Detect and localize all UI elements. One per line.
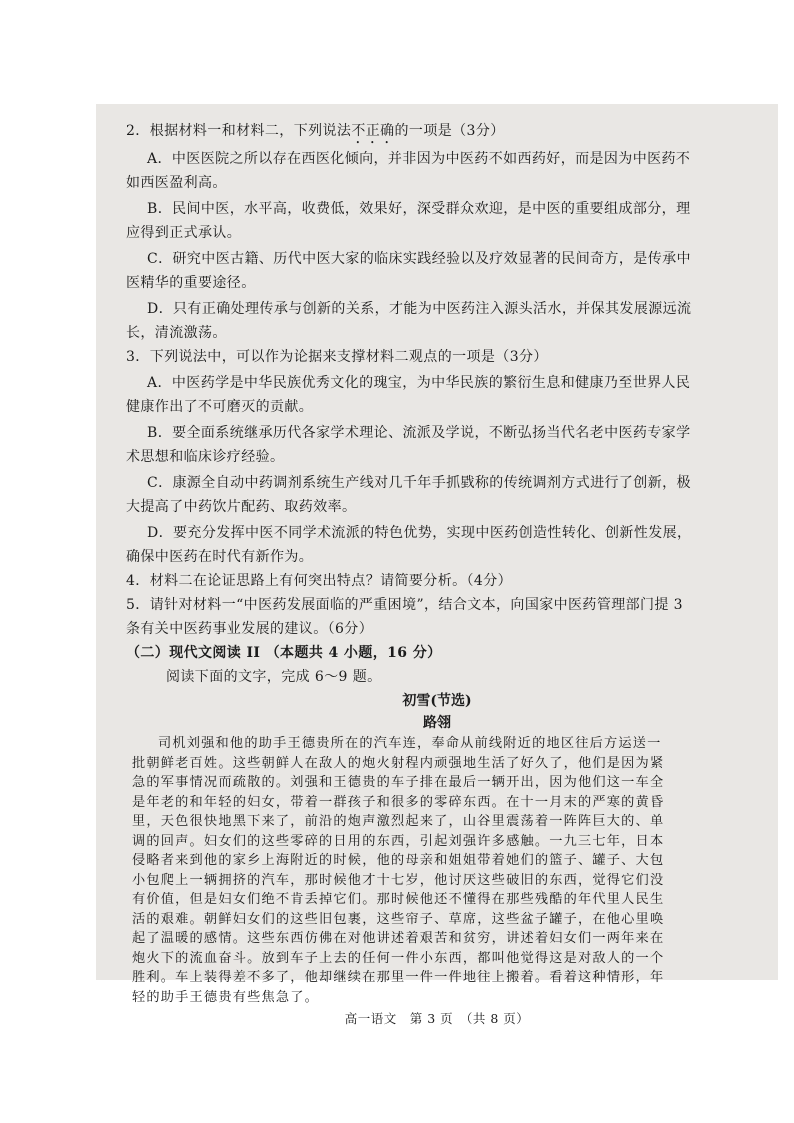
passage-line: 有价值，但是妇女们绝不肯丢掉它们。那时候他还不懂得在那些残酷的年代里人民生 xyxy=(132,892,665,907)
passage-line: 司机刘强和他的助手王德贵所在的汽车连，奉命从前线附近的地区往后方运送一 xyxy=(158,736,662,751)
passage-line: 里，天色很快地黑下来了，前沿的炮声激烈起来了，山谷里震荡着一阵阵巨大的、单 xyxy=(132,814,665,829)
passage-line: 炮火下的流血奋斗。放到车子上去的任何一件小东西，都叫他觉得这是对敌人的一个 xyxy=(132,950,665,966)
section-heading: （二）现代文阅读 II （本题共 4 小题，16 分） xyxy=(126,645,442,661)
q3-option-a-line1: A．中医药学是中华民族优秀文化的瑰宝，为中华民族的繁衍生息和健康乃至世界人民 xyxy=(147,375,691,391)
q3-option-a-line2: 健康作出了不可磨灭的贡献。 xyxy=(126,399,314,415)
q2-option-d-line2: 长，清流激荡。 xyxy=(126,325,227,341)
q2-option-a-line2: 如西医盈利高。 xyxy=(126,175,227,191)
question-4: 4．材料二在论证思路上有何突出特点？请简要分析。（4分） xyxy=(126,573,513,589)
passage-line: 是年老的和年轻的妇女，带着一群孩子和很多的零碎东西。在十一月末的严寒的黄昏 xyxy=(132,794,665,810)
reading-instruction: 阅读下面的文字，完成 6～9 题。 xyxy=(166,669,382,685)
q3-option-c-line2: 大提高了中药饮片配药、取药效率。 xyxy=(126,499,357,515)
passage-author: 路翎 xyxy=(423,715,451,731)
q3-option-d-line2: 确保中医药在时代有新作为。 xyxy=(126,549,314,565)
emphasis-not-correct: 不正确 xyxy=(351,123,395,139)
passage-line: 调的回声。妇女们的这些零碎的日用的东西，引起刘强许多感触。一九三七年，日本 xyxy=(132,833,665,849)
passage-line: 小包爬上一辆拥挤的汽车，那时候他才十七岁，他讨厌这些破旧的东西，觉得它们没 xyxy=(132,872,665,888)
q3-option-d-line1: D．要充分发挥中医不同学术流派的特色优势，实现中医药创造性转化、创新性发展， xyxy=(147,525,692,541)
q2-option-c-line2: 医精华的重要途径。 xyxy=(126,275,256,291)
passage-line: 轻的助手王德贵有些焦急了。 xyxy=(132,989,320,1005)
q2-option-a-line1: A．中医医院之所以存在西医化倾向，并非因为中医药不如西药好，而是因为中医药不 xyxy=(147,151,691,167)
q3-option-b-line2: 术思想和临床诊疗经验。 xyxy=(126,449,285,465)
question-2-stem: 2．根据材料一和材料二，下列说法不正确的一项是（3分） xyxy=(126,123,505,139)
question-3-stem: 3．下列说法中，可以作为论据来支撑材料二观点的一项是（3分） xyxy=(126,349,548,365)
passage-line: 急的军事情况而疏散的。刘强和王德贵的车子排在最后一辆开出，因为他们这一车全 xyxy=(132,775,665,790)
question-5-line1: 5．请针对材料一“中医药发展面临的严重困境”，结合文本，向国家中医药管理部门提 3 xyxy=(126,597,683,613)
q3-option-c-line1: C．康源全自动中药调剂系统生产线对几千年手抓戥称的传统调剂方式进行了创新，极 xyxy=(147,475,691,491)
passage-line: 起了温暖的感情。这些东西仿佛在对他讲述着艰苦和贫穷，讲述着妇女们一两年来在 xyxy=(132,931,665,946)
exam-page xyxy=(96,104,778,1026)
page-footer: 高一语文 第 3 页 （共 8 页） xyxy=(344,1011,530,1026)
question-5-line2: 条有关中医药事业发展的建议。（6分） xyxy=(126,621,374,637)
passage-line: 活的艰难。朝鲜妇女们的这些旧包裹，这些帘子、草席，这些盆子罐子，在他心里唤 xyxy=(132,911,665,927)
passage-line: 批朝鲜老百姓。这些朝鲜人在敌人的炮火射程内顽强地生活了好久了，他们是因为紧 xyxy=(132,755,665,771)
q2-option-b-line2: 应得到正式承认。 xyxy=(126,225,242,241)
q2-option-c-line1: C．研究中医古籍、历代中医大家的临床实践经验以及疗效显著的民间奇方，是传承中 xyxy=(147,251,691,267)
q3-option-b-line1: B．要全面系统继承历代各家学术理论、流派及学说，不断弘扬当代名老中医药专家学 xyxy=(147,425,691,441)
q2-option-d-line1: D．只有正确处理传承与创新的关系，才能为中医药注入源头活水，并保其发展源远流 xyxy=(147,301,692,317)
q2-option-b-line1: B．民间中医，水平高，收费低，效果好，深受群众欢迎，是中医的重要组成部分，理 xyxy=(147,201,691,217)
passage-title: 初雪(节选) xyxy=(402,693,472,709)
passage-line: 侵略者来到他的家乡上海附近的时候，他的母亲和姐姐带着她们的篮子、罐子、大包 xyxy=(132,853,665,868)
passage-line: 胜利。车上装得差不多了，他却继续在那里一件一件地往上搬着。看着这种情形，年 xyxy=(132,970,665,985)
